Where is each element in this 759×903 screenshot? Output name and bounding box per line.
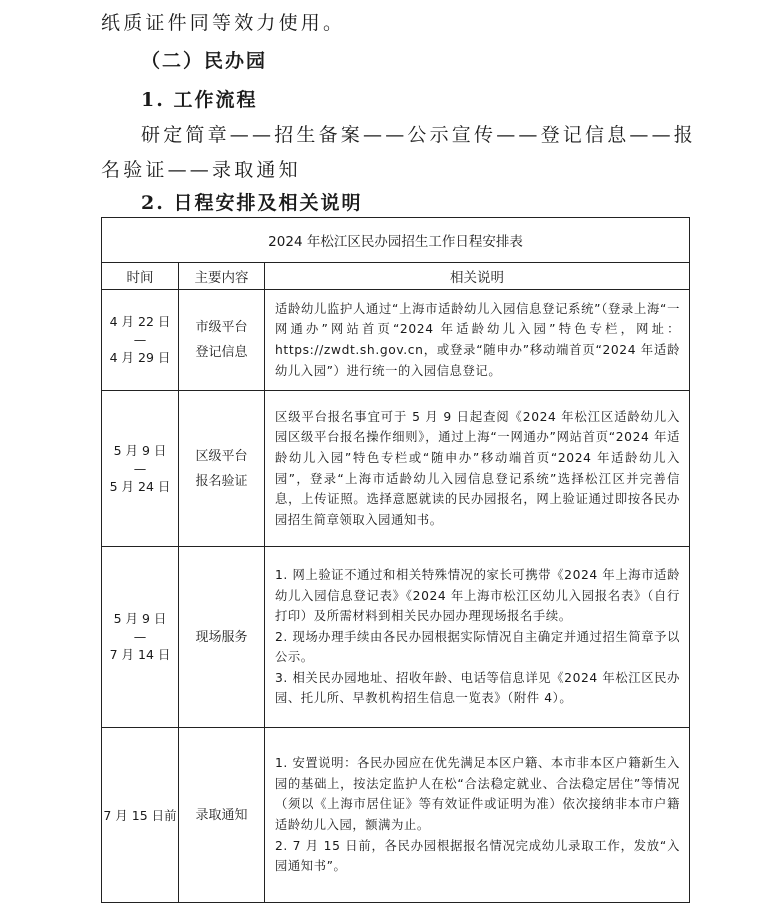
time-separator: —	[133, 629, 147, 644]
header-description: 相关说明	[265, 263, 690, 290]
time-cell: 7 月 15 日前	[102, 728, 179, 903]
paragraph-fragment: 纸质证件同等效力使用。	[101, 12, 346, 34]
time-end: 7 月 14 日	[109, 647, 171, 662]
time-cell	[102, 547, 179, 728]
table-row	[102, 290, 690, 391]
subsection-heading-workflow: 1. 工作流程	[141, 89, 258, 111]
content-cell: 录取通知	[179, 728, 265, 903]
time-separator: —	[133, 460, 147, 476]
time-cell	[102, 391, 179, 547]
workflow-line-1: 研定简章——招生备案——公示宣传——登记信息——报	[141, 124, 697, 146]
header-time: 时间	[102, 263, 179, 290]
description-cell	[265, 547, 690, 728]
content-line-1: 市级平台	[195, 320, 248, 335]
schedule-table	[101, 217, 690, 903]
header-main-content: 主要内容	[179, 263, 265, 290]
content-line-2: 登记信息	[195, 345, 248, 360]
content-line-2: 报名验证	[195, 473, 248, 489]
time-start: 5 月 9 日	[113, 611, 167, 626]
description-item: 3. 相关民办园地址、招收年龄、电话等信息详见《2024 年松江区民办园、托儿所、早教机构招生信息一览表》（附件 4）。	[275, 670, 680, 706]
time-start: 4 月 22 日	[109, 314, 171, 329]
description-cell: 适龄幼儿监护人通过“上海市适龄幼儿入园信息登记系统”（登录上海“一网通办”网站首页“2024 年适龄幼儿入园”特色专栏，网址：https://zwdt.sh.gov.cn，或登录“随申办”移动端首页“2024 年适龄幼儿入园”）进行统一的入园信息登记。	[265, 290, 690, 391]
table-row	[102, 547, 690, 728]
time-start: 5 月 9 日	[113, 442, 167, 458]
description-cell	[265, 728, 690, 903]
description-item: 1. 网上验证不通过和相关特殊情况的家长可携带《2024 年上海市适龄幼儿入园信息登记表》《2024 年上海市松江区幼儿入园报名表》（自行打印）及所需材料到相关民办园办理现场报名手续。	[275, 567, 680, 624]
workflow-line-2: 名验证——录取通知	[101, 159, 301, 181]
time-end: 5 月 24 日	[109, 478, 171, 494]
content-cell	[179, 290, 265, 391]
time-end: 4 月 29 日	[109, 350, 171, 365]
description-cell: 区级平台报名事宜可于 5 月 9 日起查阅《2024 年松江区适龄幼儿入园区级平台报名操作细则》，通过上海“一网通办”网站首页“2024 年适龄幼儿入园”特色专栏或“随申办”移动端首页“2024 年适龄幼儿入园”，登录“上海市适龄幼儿入园信息登记系统”选择松江区并完善信息，上传证照。选择意愿就读的民办园报名，网上验证通过即按各民办园招生简章领取入园通知书。	[265, 391, 690, 547]
section-heading: （二）民办园	[141, 50, 268, 72]
description-item: 1. 安置说明：各民办园应在优先满足本区户籍、本市非本区户籍新生入园的基础上，按法定监护人在松“合法稳定就业、合法稳定居住”等情况（须以《上海市居住证》等有效证件或证明为准）依次接纳非本市户籍适龄幼儿入园，额满为止。	[275, 756, 680, 832]
time-cell	[102, 290, 179, 391]
table-caption: 2024 年松江区民办园招生工作日程安排表	[102, 218, 690, 263]
table-header-row	[102, 263, 690, 290]
content-line-1: 区级平台	[195, 448, 248, 464]
description-item: 2. 现场办理手续由各民办园根据实际情况自主确定并通过招生简章予以公示。	[275, 629, 680, 665]
table-row	[102, 728, 690, 903]
time-separator: —	[133, 332, 147, 347]
subsection-heading-schedule: 2. 日程安排及相关说明	[141, 192, 363, 214]
content-cell	[179, 391, 265, 547]
content-cell: 现场服务	[179, 547, 265, 728]
description-item: 2. 7 月 15 日前，各民办园根据报名情况完成幼儿录取工作，发放“入园通知书”。	[275, 838, 680, 874]
table-row	[102, 391, 690, 547]
